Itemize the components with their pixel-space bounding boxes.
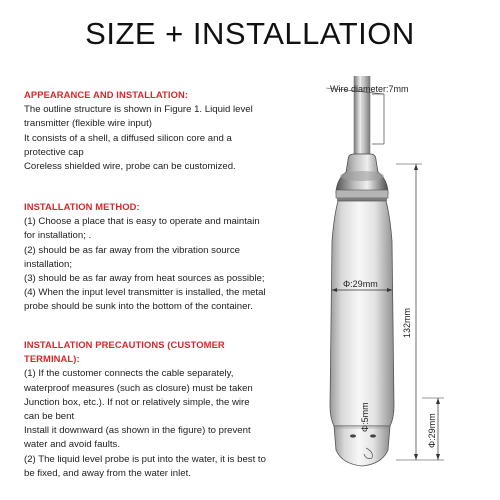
probe-diagram bbox=[296, 76, 500, 500]
section-installation-method bbox=[24, 200, 282, 315]
text-line: Install it downward (as shown in the figure) to prevent bbox=[24, 425, 251, 437]
page-title: SIZE + INSTALLATION bbox=[85, 16, 415, 51]
hole-diameter-label: Φ:5mm bbox=[360, 402, 370, 432]
section-appearance bbox=[24, 88, 282, 174]
text-line: transmitter (flexible wire input) bbox=[24, 118, 152, 130]
text-line: Coreless shielded wire, probe can be customized. bbox=[24, 161, 236, 173]
text-line: (1) If the customer connects the cable separately, bbox=[24, 368, 234, 380]
text-line: waterproof measures (such as closure) must be taken bbox=[24, 382, 253, 394]
text-line: It consists of a shell, a diffused silicon core and a bbox=[24, 132, 232, 144]
section-installation-precautions bbox=[24, 338, 282, 481]
text-line: (2) The liquid level probe is put into the water, it is best to bbox=[24, 453, 266, 465]
section-heading: INSTALLATION PRECAUTIONS (CUSTOMER TERMINAL): bbox=[24, 339, 225, 365]
text-line: The outline structure is shown in Figure 1. Liquid level bbox=[24, 104, 253, 116]
text-line: be fixed, and away from the water inlet. bbox=[24, 467, 191, 479]
wire-diameter-label: Wire diameter:7mm bbox=[330, 84, 409, 94]
text-line: (2) should be as far away from the vibration source bbox=[24, 244, 240, 256]
text-line: installation; bbox=[24, 258, 72, 270]
body-diameter-label: Φ:29mm bbox=[343, 279, 378, 289]
length-label: 132mm bbox=[402, 307, 412, 338]
section-heading: INSTALLATION METHOD: bbox=[24, 201, 140, 212]
probe-holes bbox=[350, 434, 356, 437]
probe-body bbox=[330, 201, 394, 426]
text-line: (3) should be as far away from heat sources as possible; bbox=[24, 273, 265, 285]
side-diameter-label: Φ:29mm bbox=[427, 413, 437, 448]
section-heading: APPEARANCE AND INSTALLATION: bbox=[24, 89, 189, 100]
text-line: (4) When the input level transmitter is installed, the metal bbox=[24, 287, 266, 299]
text-line: protective cap bbox=[24, 146, 84, 158]
text-line: Junction box, etc.). If not or relatively simple, the wire bbox=[24, 396, 250, 408]
text-line: probe should be sunk into the bottom of the container. bbox=[24, 301, 253, 313]
text-line: water and avoid faults. bbox=[24, 439, 120, 451]
text-line: for installation; . bbox=[24, 230, 92, 242]
text-line: (1) Choose a place that is easy to operate and maintain bbox=[24, 216, 260, 228]
text-line: can be bent bbox=[24, 411, 75, 423]
